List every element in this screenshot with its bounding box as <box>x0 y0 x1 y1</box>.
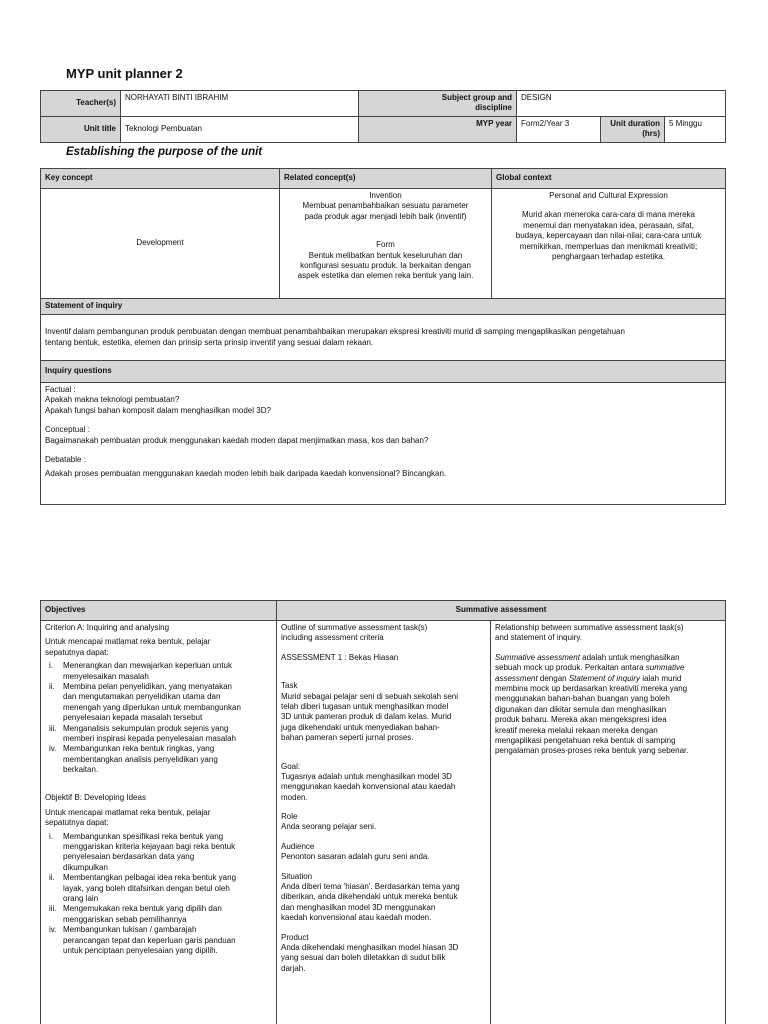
document-title: MYP unit planner 2 <box>66 66 183 81</box>
summative-task-cell: Outline of summative assessment task(s) including assessment criteria ASSESSMENT 1 : Bekas Hiasan Task Murid sebagai pelajar seni di sebuah sekolah seni telah diberi tugasan untuk menghasilkan model 3D untuk pameran produk di dalam kelas. Murid juga dikehendaki untuk menyediakan bahan- bahan pameran seperti jurnal proses. Goal: Tugasnya adalah untuk menghasilkan model 3D menggunakan kaedah konvensional atau kaedah moden. Role Anda seorang pelajar seni. Audience Penonton sasaran adalah guru seni anda. Situation Anda diberi tema 'hiasan'. Berdasarkan tema yang diberikan, anda dikehendaki untuk mereka bentuk dan menghasilkan model 3D menggunakan kaedah konvensional atau kaedah moden. Product Anda dikehendaki menghasilkan model hiasan 3D yang sesuai dan boleh diletakkan di sudut bilik darjah. <box>277 621 491 1024</box>
purpose-table <box>40 168 726 505</box>
myp-year-label: MYP year <box>359 116 517 142</box>
factual-question: Apakah makna teknologi pembuatan? <box>45 395 180 405</box>
debatable-label: Debatable : <box>45 454 86 464</box>
statement-of-inquiry-header: Statement of inquiry <box>41 299 726 315</box>
relationship-cell: Relationship between summative assessment task(s) and statement of inquiry. Summative assessment adalah untuk menghasilkan sebuah mock up produk. Perkaitan antara summative assessment dengan Statement of inquiry ialah murid membina mock up berdasarkan kreativiti mereka yang menggunakan bahan-bahan buangan yang boleh digunakan dan dikitar semula dan menghasilkan produk baharu. Mereka akan mengekspresi idea kreatif mereka melalui rekaan mereka dengan mengaplikasi pengetahuan reka bentuk di samping pengalaman proses-proses reka bentuk yang sebenar. <box>491 621 726 1024</box>
objectives-header: Objectives <box>41 601 277 621</box>
criterion-item: i. Membangunkan spesifikasi reka bentuk yang menggariskan kriteria kejayaan bagi reka bentuk penyelesaian berdasarkan data yang dikumpulkan <box>49 831 236 872</box>
unit-info-table <box>40 90 726 143</box>
teacher-label: Teacher(s) <box>41 91 121 117</box>
related-concept-header: Related concept(s) <box>280 169 492 189</box>
global-context-cell: Personal and Cultural Expression Murid akan meneroka cara-cara di mana mereka menemui dan menyatakan idea, perasaan, sifat, budaya, kepercayaan dan nilai-nilai; cara-cara untuk memikirkan, memperluas dan menikmati kreativiti; penghargaan terhadap estetika. <box>492 189 726 299</box>
myp-year-value: Form2/Year 3 <box>517 116 601 142</box>
criterion-item: ii. Membina pelan penyelidikan, yang menyatakan dan mengutamakan penyelidikan utama dan menengah yang diperlukan untuk membangunkan penyelesaian kepada masalah tersebut <box>49 681 241 723</box>
inquiry-questions-cell <box>41 383 726 505</box>
unit-title-value: Teknologi Pembuatan <box>121 116 359 142</box>
objectives-cell: Criterion A: Inquiring and analysing Untuk mencapai matlamat reka bentuk, pelajar sepatutnya dapat: i. Menerangkan dan mewajarkan keperluan untuk menyelesaikan masalah ii. Membina pelan penyelidikan, yang menyatakan dan mengutamakan penyelidikan utama dan menengah yang diperlukan untuk membangunkan penyelesaian kepada masalah tersebut iii. Menganalisis sekumpulan produk sejenis yang memberi inspirasi kepada penyelesaian masalah iv. Membangunkan reka bentuk ringkas, yang membentangkan analisis penyelidikan yang berkaitan. Objektif B: Developing Ideas Untuk mencapai matlamat reka bentuk, pelajar sepatutnya dapat: i. Membangunkan spesifikasi reka bentuk yang menggariskan kriteria kejayaan bagi reka bentuk penyelesaian berdasarkan data yang dikumpulkan ii. Membentangkan pelbagai idea reka bentuk yang layak, yang boleh ditafsirkan dengan betul oleh orang lain iii. Mengemukakan reka bentuk yang dipilih dan menggariskan sebab pemilihannya iv. Membangunkan lukisan / gambarajah perancangan tepat dan keperluan garis panduan untuk penciptaan penyelesaian yang dipilih. <box>41 621 277 1024</box>
assessment-title: ASSESSMENT 1 : Bekas Hiasan <box>281 652 399 662</box>
global-context-header: Global context <box>492 169 726 189</box>
factual-label: Factual : <box>45 385 76 394</box>
criterion-b-list <box>45 832 272 957</box>
unit-duration-label: Unit duration (hrs) <box>601 116 665 142</box>
subject-value: DESIGN <box>517 91 726 117</box>
criterion-b-title: Objektif B: Developing Ideas <box>45 793 146 803</box>
criterion-item: iv. Membangunkan reka bentuk ringkas, yang membentangkan analisis penyelidikan yang berkaitan. <box>49 744 218 775</box>
criterion-item: i. Menerangkan dan mewajarkan keperluan untuk menyelesaikan masalah <box>49 661 232 681</box>
summative-assessment-header: Summative assessment <box>277 601 726 621</box>
statement-of-inquiry-text: Inventif dalam pembangunan produk pembuatan dengan membuat penambahbaikan merupakan ekspresi kreativiti murid di samping mengaplikasikan pengetahuan tentang bentuk, estetika, elemen dan prinsip serta prinsip inventif yang sesuai dalam rekaan. <box>41 315 726 361</box>
unit-duration-value: 5 Minggu <box>665 116 726 142</box>
subject-label: Subject group and discipline <box>359 91 517 117</box>
criterion-a-title: Criterion A: Inquiring and analysing <box>45 623 170 632</box>
section-subtitle: Establishing the purpose of the unit <box>66 146 263 158</box>
debatable-question: Adakah proses pembuatan menggunakan kaedah moden lebih baik daripada kaedah konvensional? Bincangkan. <box>45 469 447 479</box>
key-concept-header: Key concept <box>41 169 280 189</box>
conceptual-question: Bagaimanakah pembuatan produk menggunakan kaedah moden dapat menjimatkan masa, kos dan bahan? <box>45 435 429 445</box>
criterion-item: iii. Mengemukakan reka bentuk yang dipilih dan menggariskan sebab pemilihannya <box>49 904 222 924</box>
criterion-item: iv. Membangunkan lukisan / gambarajah perancangan tepat dan keperluan garis panduan untuk penciptaan penyelesaian yang dipilih. <box>49 925 236 955</box>
criterion-item: iii. Menganalisis sekumpulan produk sejenis yang memberi inspirasi kepada penyelesaian masalah <box>49 723 236 743</box>
conceptual-label: Conceptual : <box>45 425 90 435</box>
criterion-a-list <box>45 661 272 775</box>
assessment-table <box>40 600 726 1024</box>
teacher-value: NORHAYATI BINTI IBRAHIM <box>121 91 359 117</box>
inquiry-questions-header: Inquiry questions <box>41 361 726 383</box>
key-concept-value: Development <box>41 189 280 299</box>
factual-question: Apakah fungsi bahan komposit dalam menghasilkan model 3D? <box>45 405 271 415</box>
related-concepts-cell: Invention Membuat penambahbaikan sesuatu parameter pada produk agar menjadi lebih baik (inventif) Form Bentuk melibatkan bentuk keseluruhan dan konfigurasi sesuatu produk. Ia berkaitan dengan aspek estetika dan elemen reka bentuk yang lain. <box>280 189 492 299</box>
unit-title-label: Unit title <box>41 116 121 142</box>
criterion-item: ii. Membentangkan pelbagai idea reka bentuk yang layak, yang boleh ditafsirkan dengan betul oleh orang lain <box>49 873 237 903</box>
